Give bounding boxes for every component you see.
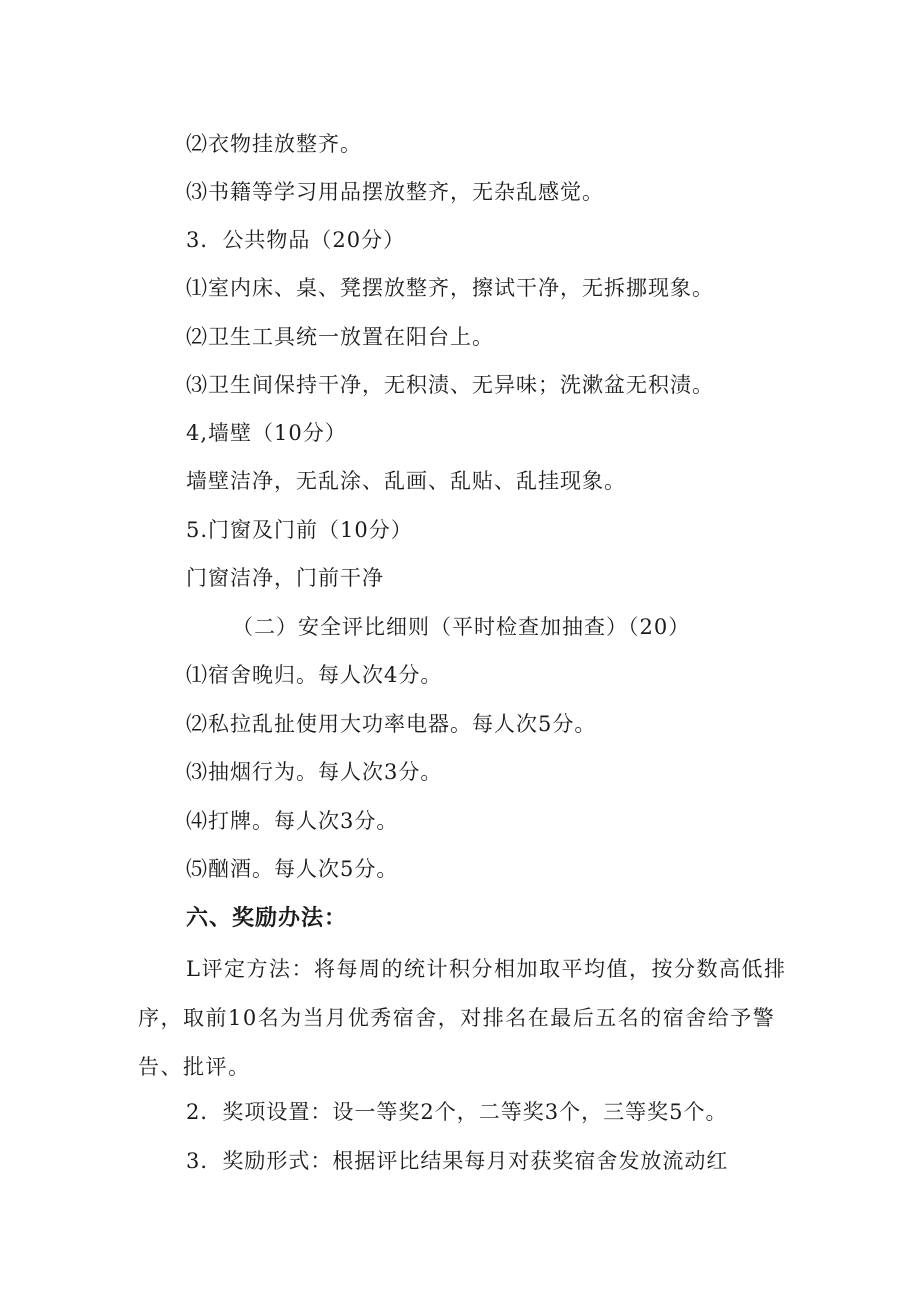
item-drinking: ⑸酗酒。每人次5分。 xyxy=(186,857,399,881)
item-smoking: ⑶抽烟行为。每人次3分。 xyxy=(186,760,443,784)
item-cleaning-tools: ⑵卫生工具统一放置在阳台上。 xyxy=(186,325,494,349)
section-walls: 4,墙壁（10分） xyxy=(186,421,347,445)
item-furniture-tidy: ⑴室内床、桌、凳摆放整齐，擦试干净，无拆挪现象。 xyxy=(186,276,714,300)
item-walls-clean: 墙壁洁净，无乱涂、乱画、乱贴、乱挂现象。 xyxy=(186,469,626,493)
item-late-return: ⑴宿舍晚归。每人次4分。 xyxy=(186,663,443,687)
item-books-arranged: ⑶书籍等学习用品摆放整齐，无杂乱感觉。 xyxy=(186,180,604,204)
item-bathroom-clean: ⑶卫生间保持干净，无积渍、无异味；洗漱盆无积渍。 xyxy=(186,373,714,397)
item-award-form: 3．奖励形式：根据评比结果每月对获奖宿舍发放流动红 xyxy=(186,1149,729,1173)
paragraph-evaluation-method: L评定方法：将每周的统计积分相加取平均值，按分数高低排序，取前10名为当月优秀宿舍，对排名在最后五名的宿舍给予警告、批评。 xyxy=(138,957,787,1079)
item-doors-clean: 门窗洁净，门前干净 xyxy=(186,566,384,590)
item-high-power-appliance: ⑵私拉乱扯使用大功率电器。每人次5分。 xyxy=(186,712,597,736)
section-public-items: 3．公共物品（20分） xyxy=(186,228,406,252)
section-safety-rules: （二）安全评比细则（平时检查加抽查）（20） xyxy=(232,615,691,639)
item-clothes-hung: ⑵衣物挂放整齐。 xyxy=(186,132,362,156)
section-heading-rewards: 六、奖励办法： xyxy=(186,906,348,931)
section-doors-windows: 5.门窗及门前（10分） xyxy=(186,518,413,542)
item-award-settings: 2．奖项设置：设一等奖2个，二等奖3个，三等奖5个。 xyxy=(186,1100,728,1124)
item-card-playing: ⑷打牌。每人次3分。 xyxy=(186,809,399,833)
